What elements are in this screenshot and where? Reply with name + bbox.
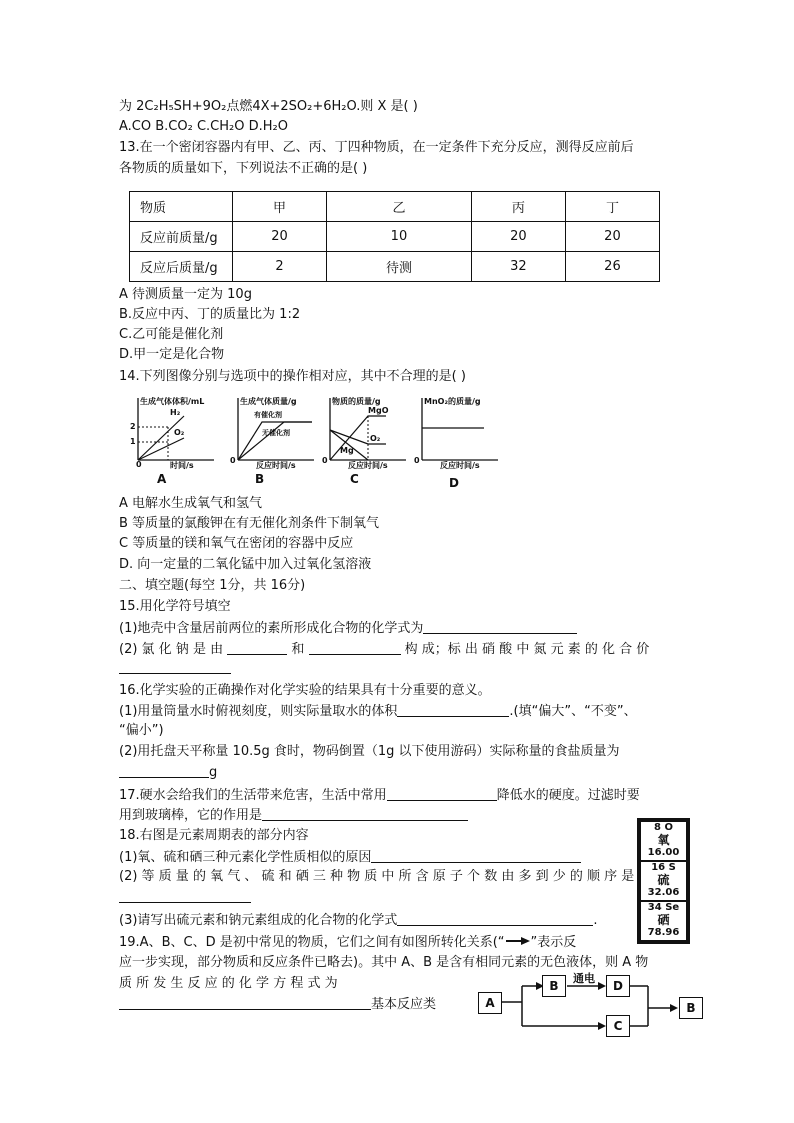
q18-part3-end: .	[593, 913, 598, 928]
tick-label: 1	[130, 437, 136, 446]
table-cell: 乙	[327, 192, 472, 222]
q17-line2	[119, 806, 468, 825]
table-cell: 20	[565, 222, 659, 252]
element-name: 硒	[657, 913, 670, 927]
edge-label: 通电	[573, 972, 595, 985]
table-row	[130, 252, 660, 282]
graph-a-letter: A	[157, 472, 167, 486]
table-cell: 10	[327, 222, 472, 252]
table-cell: 32	[471, 252, 565, 282]
table-cell: 反应前质量/g	[130, 222, 233, 252]
q17-text-c: 用到玻璃棒，它的作用是	[119, 808, 263, 823]
origin-label: 0	[414, 456, 420, 465]
element-name: 氧	[657, 833, 670, 847]
answer-blank[interactable]	[309, 640, 401, 655]
q13-option-b: B.反应中丙、丁的质量比为 1:2	[119, 307, 301, 322]
o2-line	[138, 438, 184, 460]
series-label: 有催化剂	[254, 411, 282, 419]
element-sulfur	[641, 862, 686, 900]
q16-unit: g	[209, 765, 218, 780]
atomic-mass: 32.06	[647, 887, 680, 898]
q13-option-a: A 待测质量一定为 10g	[119, 287, 252, 302]
table-cell: 物质	[130, 192, 233, 222]
q16-part2-text: (2)用托盘天平称量 10.5g 食时，物码倒置（1g 以下使用游码）实际称量的食盐质量为	[119, 744, 620, 759]
y-axis-label: 生成气体体积/mL	[140, 397, 205, 406]
q12-options: A.CO B.CO₂ C.CH₂O D.H₂O	[119, 119, 288, 134]
atomic-number: 8	[654, 822, 661, 833]
q19-line3: 质 所 发 生 反 应 的 化 学 方 程 式 为	[119, 976, 338, 991]
q18-title: 18.右图是元素周期表的部分内容	[119, 828, 309, 843]
x-axis-label: 反应时间/s	[256, 461, 296, 470]
answer-blank[interactable]	[397, 911, 593, 926]
graph-d	[412, 394, 502, 470]
q16-part1-hint2: “偏小”)	[119, 723, 164, 738]
table-cell: 26	[565, 252, 659, 282]
q15-part2-cont	[119, 659, 231, 678]
q13-stem-2: 各物质的质量如下，下列说法不正确的是( )	[119, 161, 368, 176]
q16-part1-text: (1)用量筒量水时俯视刻度，则实际量取水的体积	[119, 704, 398, 719]
periodic-table-excerpt	[637, 818, 690, 944]
q18-part1-text: (1)氧、硫和硒三种元素化学性质相似的原因	[119, 850, 372, 865]
atomic-mass: 16.00	[647, 847, 680, 858]
answer-blank[interactable]	[262, 806, 468, 821]
q16-part2-answer	[119, 763, 217, 782]
q13-option-c: C.乙可能是催化剂	[119, 327, 224, 342]
node-a: A	[478, 992, 502, 1014]
q14-option-d: D. 向一定量的二氧化锰中加入过氧化氢溶液	[119, 557, 372, 572]
graph-c	[320, 394, 410, 470]
mg-line	[330, 430, 368, 460]
q13-option-d: D.甲一定是化合物	[119, 347, 225, 362]
table-row	[130, 222, 660, 252]
y-axis-label: 生成气体质量/g	[240, 397, 297, 406]
table-cell: 20	[233, 222, 327, 252]
answer-blank[interactable]	[371, 848, 581, 863]
node-c: C	[606, 1015, 630, 1037]
atomic-mass: 78.96	[647, 927, 680, 938]
q17-text-a: 17.硬水会给我们的生活带来危害，生活中常用	[119, 788, 387, 803]
tick-label: 2	[130, 422, 136, 431]
graph-c-letter: C	[350, 472, 359, 486]
element-selenium	[641, 902, 686, 940]
graph-a	[128, 394, 218, 470]
node-d: D	[606, 975, 630, 997]
series-label: H₂	[170, 408, 181, 417]
section-heading: 二、填空题(每空 1分，共 16分)	[119, 578, 306, 593]
q15-title: 15.用化学符号填空	[119, 599, 231, 614]
q13-table	[129, 191, 660, 282]
origin-label: 0	[230, 456, 236, 465]
q15-part2	[119, 640, 649, 659]
q14-option-a: A 电解水生成氧气和氢气	[119, 496, 263, 511]
answer-blank[interactable]	[397, 702, 509, 717]
series-label: 无催化剂	[262, 429, 290, 437]
element-symbol: Se	[665, 902, 680, 913]
q16-part1	[119, 702, 637, 721]
q19-line2: 应一步实现，部分物质和反应条件已略去)。其中 A、B 是含有相同元素的无色液体，则 A 物	[119, 955, 649, 970]
node-b: B	[542, 975, 566, 997]
node-b-result: B	[679, 997, 703, 1019]
series-label: O₂	[174, 428, 185, 437]
q12-line: 为 2C₂H₅SH+9O₂点燃4X+2SO₂+6H₂O.则 X 是( )	[119, 99, 418, 114]
q19-line1	[119, 934, 576, 952]
y-axis-label: MnO₂的质量/g	[424, 397, 481, 406]
q18-part1	[119, 848, 581, 867]
graph-b-letter: B	[255, 472, 265, 486]
table-header-row	[130, 192, 660, 222]
answer-blank[interactable]	[119, 763, 209, 778]
element-symbol: S	[668, 862, 676, 873]
answer-blank[interactable]	[119, 888, 251, 903]
answer-blank[interactable]	[119, 995, 371, 1010]
q15-part2-and: 和	[291, 642, 305, 657]
origin-label: 0	[322, 456, 328, 465]
answer-blank[interactable]	[119, 659, 231, 674]
answer-blank[interactable]	[423, 619, 577, 634]
q16-part1-hint: .(填“偏大”、“不变”、	[509, 704, 637, 719]
element-name: 硫	[657, 873, 670, 887]
arrow-icon	[505, 936, 531, 946]
table-cell: 20	[471, 222, 565, 252]
q19-text: 19.A、B、C、D 是初中常见的物质，它们之间有如图所转化关系(“	[119, 935, 505, 950]
atomic-number: 34	[647, 902, 662, 913]
q15-part1-text: (1)地壳中含量居前两位的素所形成化合物的化学式为	[119, 621, 424, 636]
table-cell: 反应后质量/g	[130, 252, 233, 282]
table-cell: 丁	[565, 192, 659, 222]
x-axis-label: 反应时间/s	[440, 461, 480, 470]
q14-option-b: B 等质量的氯酸钾在有无催化剂条件下制氧气	[119, 516, 380, 531]
q15-part2-text2: 构 成；标 出 硝 酸 中 氮 元 素 的 化 合 价	[404, 642, 650, 657]
q18-part2-answer	[119, 888, 251, 907]
series-label: Mg	[340, 446, 354, 455]
atomic-number: 16	[651, 862, 666, 873]
q15-part1	[119, 619, 577, 638]
table-cell: 待测	[327, 252, 472, 282]
table-cell: 2	[233, 252, 327, 282]
q14-option-c: C 等质量的镁和氧气在密闭的容器中反应	[119, 536, 354, 551]
q19-text-b: ”表示反	[530, 935, 577, 950]
q18-part3	[119, 911, 598, 930]
y-axis-label: 物质的质量/g	[332, 397, 381, 406]
x-axis-label: 反应时间/s	[348, 461, 388, 470]
origin-label: 0	[136, 460, 142, 469]
series-label: MgO	[368, 406, 389, 415]
q19-text-d: 基本反应类	[371, 997, 437, 1012]
q17-text-b: 降低水的硬度。过滤时要	[496, 788, 640, 803]
graph-d-letter: D	[449, 476, 459, 490]
answer-blank[interactable]	[227, 640, 287, 655]
q16-title: 16.化学实验的正确操作对化学实验的结果具有十分重要的意义。	[119, 683, 491, 698]
q18-part2: (2) 等 质 量 的 氧 气 、 硫 和 硒 三 种 物 质 中 所 含 原 子 个 数 由 多 到 少 的 顺 序 是	[119, 869, 635, 884]
q18-part3-text: (3)请写出硫元素和钠元素组成的化合物的化学式	[119, 913, 398, 928]
element-symbol: O	[664, 822, 673, 833]
answer-blank[interactable]	[387, 786, 497, 801]
series-label: O₂	[370, 434, 381, 443]
x-axis-label: 时间/s	[170, 461, 194, 470]
q14-stem: 14.下列图像分别与选项中的操作相对应，其中不合理的是( )	[119, 369, 466, 384]
table-cell: 丙	[471, 192, 565, 222]
q19-line4	[119, 995, 436, 1014]
q17-line1	[119, 786, 640, 805]
q13-stem: 13.在一个密闭容器内有甲、乙、丙、丁四种物质，在一定条件下充分反应，测得反应前后	[119, 140, 634, 155]
table-cell: 甲	[233, 192, 327, 222]
q15-part2-text: (2) 氯 化 钠 是 由	[119, 642, 224, 657]
h2-line	[138, 416, 184, 460]
element-oxygen	[641, 822, 686, 860]
graph-b	[228, 394, 318, 470]
